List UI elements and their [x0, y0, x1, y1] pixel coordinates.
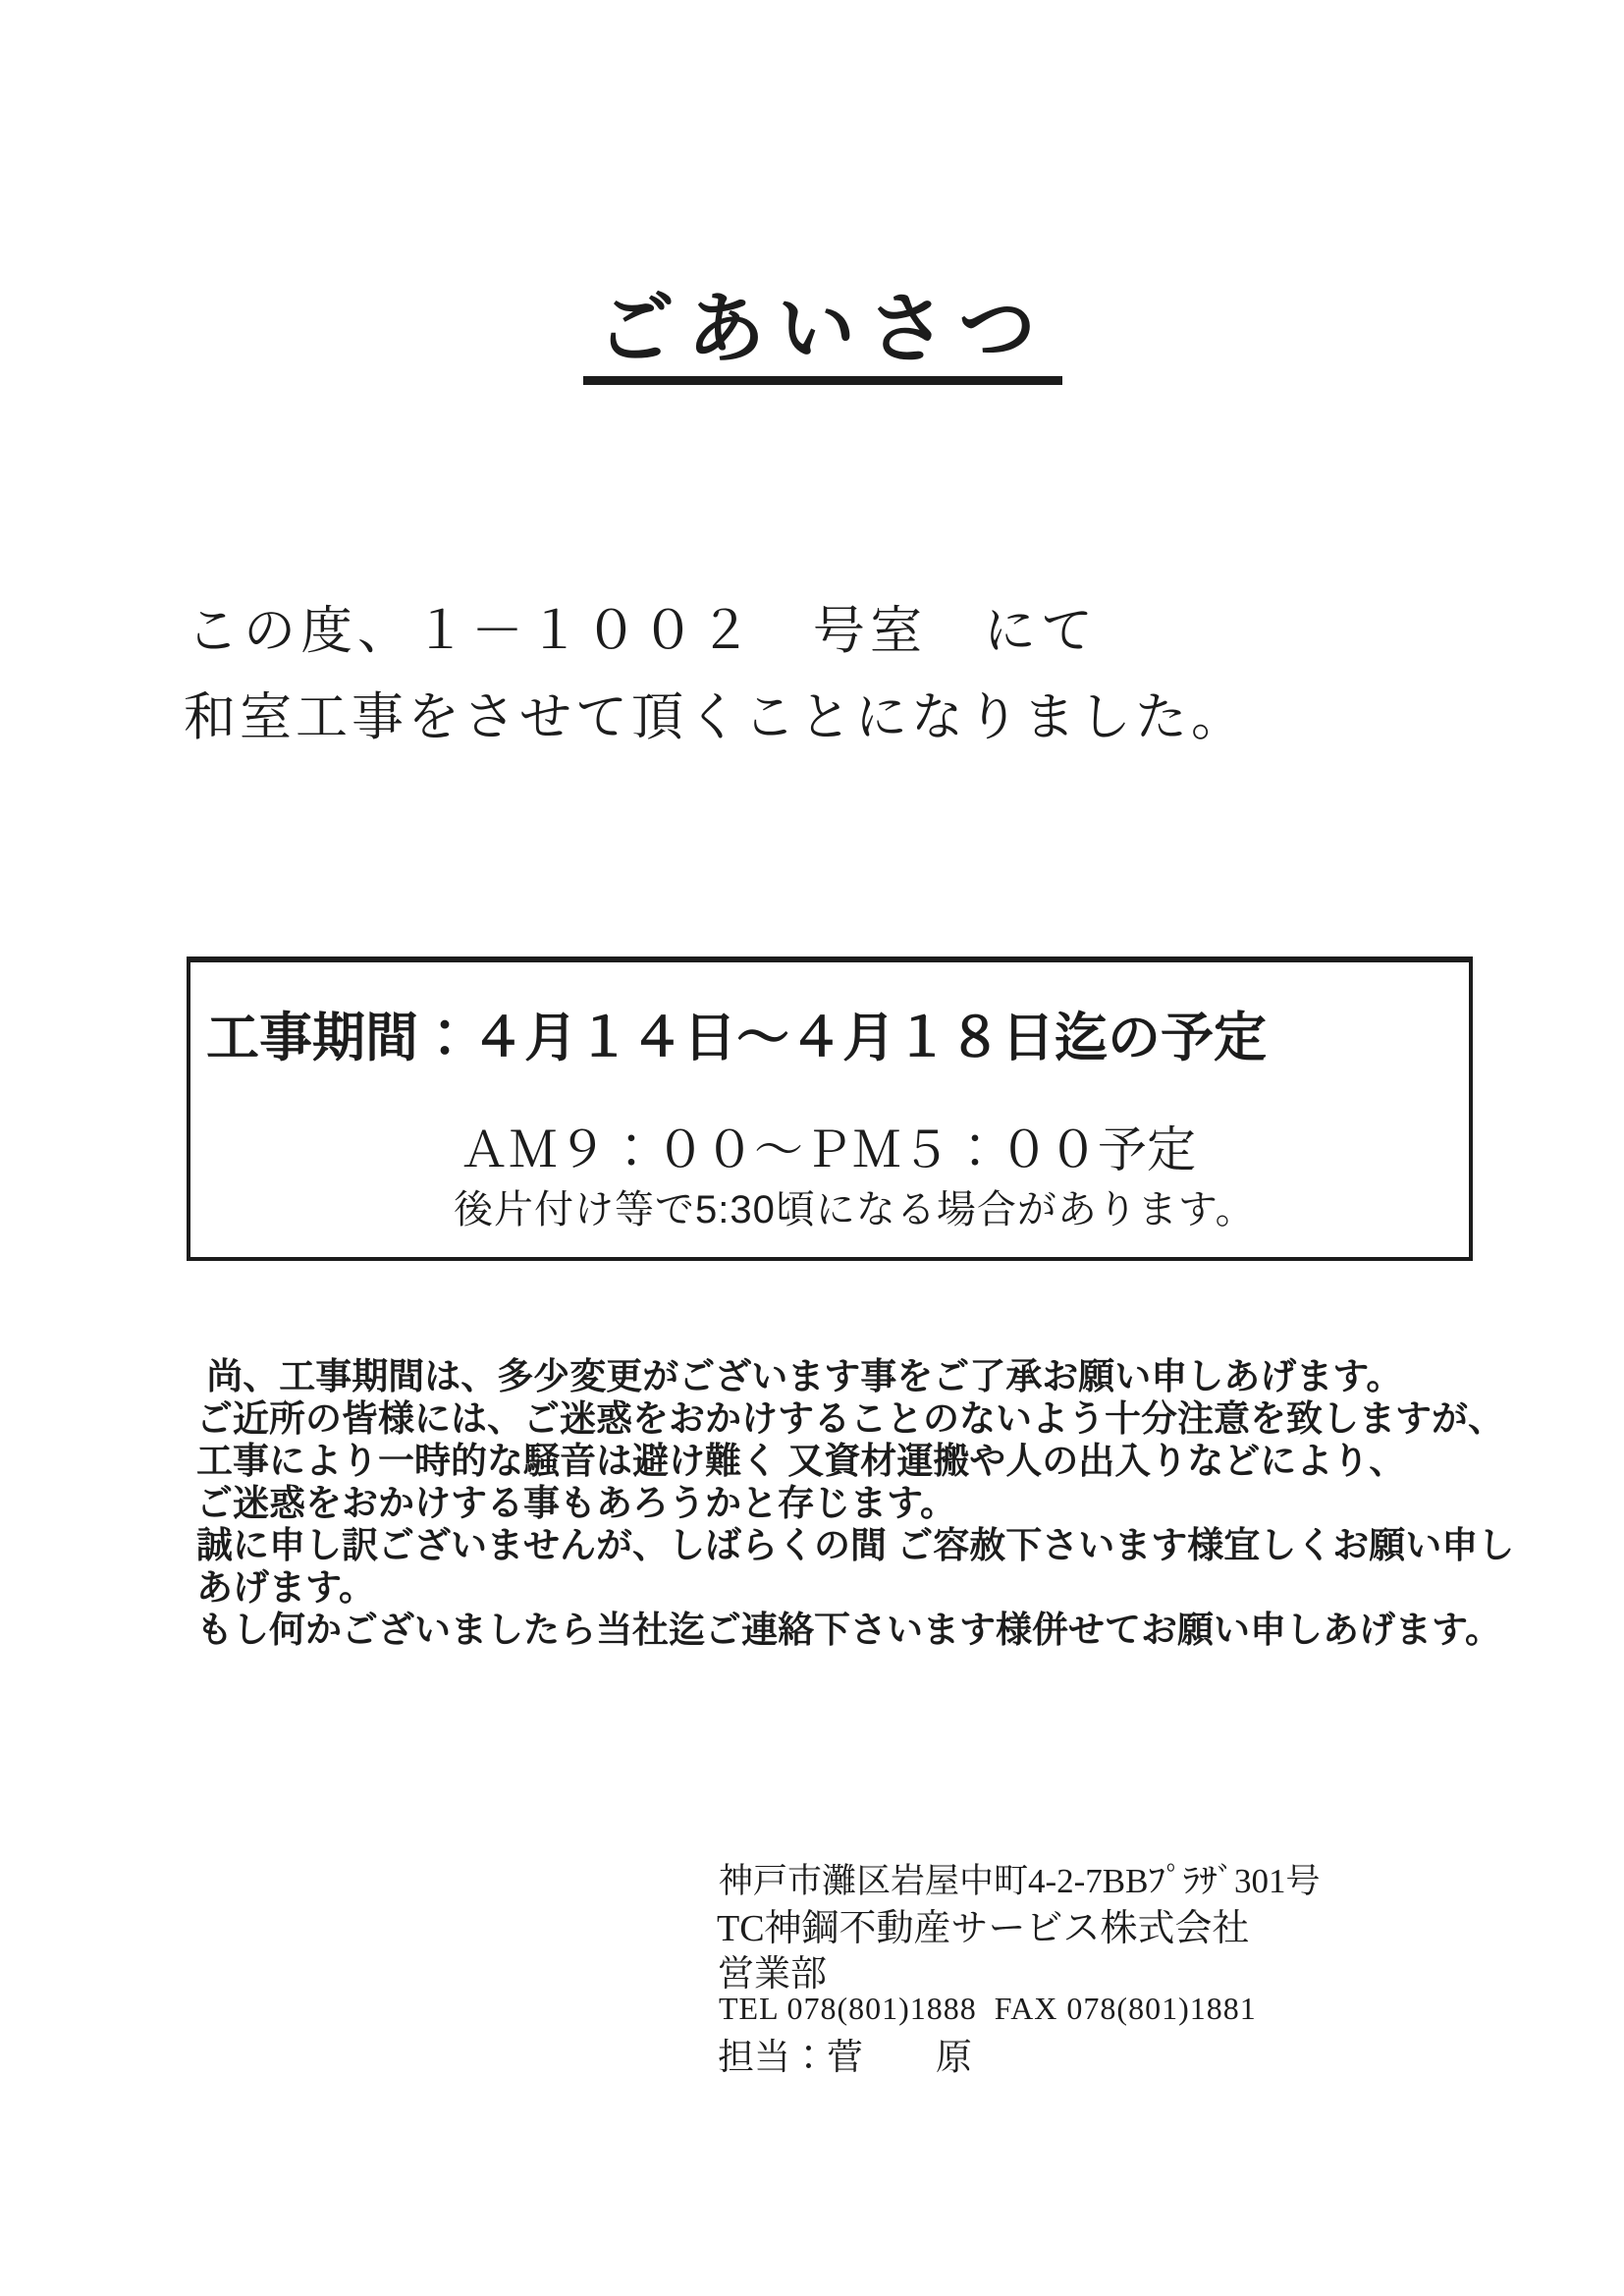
- cleanup-note: 後片付け等で5:30頃になる場合があります。: [454, 1188, 1256, 1231]
- notice-line: あげます。: [196, 1567, 376, 1608]
- sender-company-name: TC神鋼不動産サービス株式会社: [717, 1908, 1250, 1949]
- notice-line: 尚、工事期間は、多少変更がございます事をご了承お願い申しあげます。: [196, 1356, 1403, 1396]
- sender-contact-person: 担当：菅 原: [718, 2038, 972, 2078]
- notice-line: もし何かございましたら当社迄ご連絡下さいます様併せてお願い申しあげます。: [196, 1610, 1502, 1650]
- sender-department: 営業部: [718, 1954, 827, 1995]
- notice-line: ご迷惑をおかけする事もあろうかと存じます。: [196, 1483, 957, 1523]
- sender-tel-fax: TEL 078(801)1888 FAX 078(801)1881: [719, 1991, 1257, 2026]
- sender-address: 神戸市灘区岩屋中町4-2-7BBﾌﾟﾗｻﾞ301号: [719, 1862, 1321, 1900]
- apology-notice-paragraph: [196, 1355, 1515, 1651]
- notice-line: 誠に申し訳ございませんが、しばらくの間 ご容赦下さいます様宜しくお願い申し: [196, 1525, 1515, 1565]
- notice-line: ご近所の皆様には、ご迷惑をおかけすることのないよう十分注意を致しますが、: [196, 1398, 1504, 1439]
- document-title: ごあいさつ: [583, 289, 1062, 385]
- working-hours: ＡＭ９：００～ＰＭ５：００予定: [460, 1122, 1196, 1177]
- intro-line-work: 和室工事をさせて頂くことになりました。: [184, 688, 1247, 746]
- construction-period: 工事期間：４月１４日～４月１８日迄の予定: [206, 1009, 1267, 1067]
- intro-line-room: この度、１－１００２ 号室 にて: [187, 602, 1098, 660]
- notice-line: 工事により一時的な騒音は避け難く 又資材運搬や人の出入りなどにより、: [196, 1441, 1406, 1481]
